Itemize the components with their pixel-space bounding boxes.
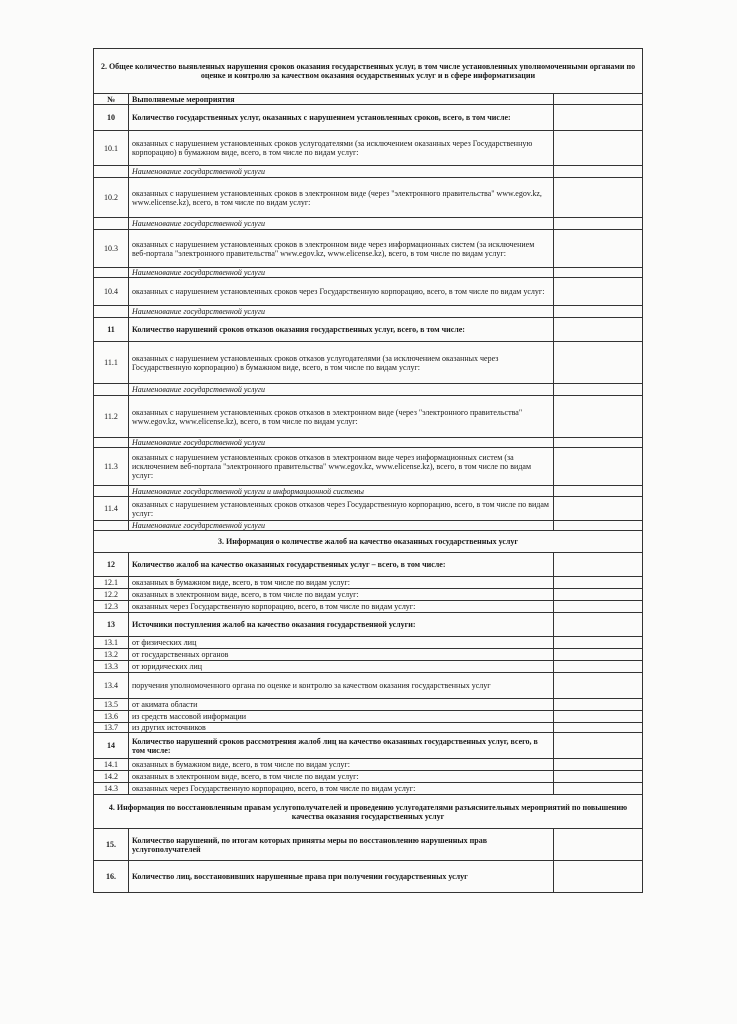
section-title: 2. Общее количество выявленных нарушения сроков оказания государственных услуг, в том числе установленных уполномоченными органами по оценке и контролю за качеством оказания осударственных услуг и в сфере информатизации <box>94 49 643 94</box>
value-cell <box>554 673 643 699</box>
section-header-row <box>94 531 643 553</box>
row-number: 10.2 <box>94 178 129 218</box>
value-cell <box>554 759 643 771</box>
value-cell <box>554 723 643 733</box>
row-description: Количество государственных услуг, оказанных с нарушением установленных сроков, всего, в том числе: <box>129 105 554 131</box>
row-description: оказанных с нарушением установленных сроков через Государственную корпорацию, всего, в том числе по видам услуг: <box>129 278 554 306</box>
row-number: № <box>94 94 129 105</box>
value-cell <box>554 131 643 166</box>
row-description: оказанных с нарушением установленных сроков отказов в электронном виде через информационных систем (за исключением веб-портала "электронного правительства" www.egov.kz, www.elicense.kz), всего, в том числе по видам услуг: <box>129 448 554 486</box>
service-name-placeholder: Наименование государственной услуги <box>129 268 554 278</box>
value-cell <box>554 699 643 711</box>
value-cell <box>554 230 643 268</box>
row-number: 15. <box>94 829 129 861</box>
table-row <box>94 759 643 771</box>
row-description: оказанных с нарушением установленных сроков отказов в электронном виде (через "электронного правительства" www.egov.kz, www.elicense.kz), всего, в том числе по видам услуг: <box>129 396 554 438</box>
row-description: оказанных с нарушением установленных сроков отказов услугодателями (за исключением оказанных через Государственную корпорацию) в бумажном виде, всего, в том числе по видам услуг: <box>129 342 554 384</box>
table-row <box>94 318 643 342</box>
table-row <box>94 711 643 723</box>
row-description: из средств массовой информации <box>129 711 554 723</box>
table-row <box>94 342 643 384</box>
table-row <box>94 306 643 318</box>
row-number: 14.2 <box>94 771 129 783</box>
table-row <box>94 178 643 218</box>
row-number <box>94 384 129 396</box>
value-cell <box>554 105 643 131</box>
table-row <box>94 613 643 637</box>
table-row <box>94 733 643 759</box>
table-row <box>94 230 643 268</box>
row-number: 11.2 <box>94 396 129 438</box>
row-number: 14 <box>94 733 129 759</box>
table-row <box>94 589 643 601</box>
table-row <box>94 218 643 230</box>
row-description: оказанных с нарушением установленных сроков в электронном виде через информационных систем (за исключением веб-портала "электронного правительства" www.egov.kz, www.elicense.kz), всего, в том числе по видам услуг: <box>129 230 554 268</box>
section-header-row <box>94 49 643 94</box>
table-row <box>94 438 643 448</box>
value-cell <box>554 553 643 577</box>
row-number: 14.3 <box>94 783 129 795</box>
row-description: Количество нарушений сроков рассмотрения жалоб лиц на качество оказанных государственных услуг, всего, в том числе: <box>129 733 554 759</box>
row-number: 10.3 <box>94 230 129 268</box>
row-number: 10 <box>94 105 129 131</box>
row-description: Выполняемые мероприятия <box>129 94 554 105</box>
table-row <box>94 673 643 699</box>
table-row <box>94 268 643 278</box>
table-row <box>94 771 643 783</box>
table-row <box>94 783 643 795</box>
row-number: 11.4 <box>94 497 129 521</box>
value-cell <box>554 861 643 893</box>
row-description: Количество нарушений сроков отказов оказания государственных услуг, всего, в том числе: <box>129 318 554 342</box>
row-description: оказанных в бумажном виде, всего, в том числе по видам услуг: <box>129 759 554 771</box>
value-cell <box>554 438 643 448</box>
table-row <box>94 166 643 178</box>
value-cell <box>554 637 643 649</box>
value-cell <box>554 577 643 589</box>
table-row <box>94 497 643 521</box>
table-row <box>94 396 643 438</box>
service-name-placeholder: Наименование государственной услуги <box>129 521 554 531</box>
row-description: оказанных через Государственную корпорацию, всего, в том числе по видам услуг: <box>129 783 554 795</box>
section-title: 4. Информация по восстановленным правам услугополучателей и проведению услугодателями разъяснительных мероприятий по повышению качества оказания государственных услуг <box>94 795 643 829</box>
value-cell <box>554 589 643 601</box>
value-cell <box>554 218 643 230</box>
row-number: 16. <box>94 861 129 893</box>
report-table <box>93 48 643 893</box>
table-row <box>94 861 643 893</box>
value-cell <box>554 342 643 384</box>
table-row <box>94 131 643 166</box>
row-description: оказанных с нарушением установленных сроков отказов через Государственную корпорацию, всего, в том числе по видам услуг: <box>129 497 554 521</box>
row-description: от акимата области <box>129 699 554 711</box>
table-row <box>94 384 643 396</box>
row-number <box>94 166 129 178</box>
row-number: 13.6 <box>94 711 129 723</box>
row-description: оказанных в электронном виде, всего, в том числе по видам услуг: <box>129 771 554 783</box>
value-cell <box>554 521 643 531</box>
row-description: от юридических лиц <box>129 661 554 673</box>
table-row <box>94 278 643 306</box>
value-cell <box>554 384 643 396</box>
service-name-placeholder: Наименование государственной услуги <box>129 306 554 318</box>
value-cell <box>554 649 643 661</box>
value-cell <box>554 661 643 673</box>
value-cell <box>554 771 643 783</box>
section-header-row <box>94 795 643 829</box>
row-number: 12 <box>94 553 129 577</box>
service-name-placeholder: Наименование государственной услуги <box>129 218 554 230</box>
row-number: 13.3 <box>94 661 129 673</box>
row-number: 13 <box>94 613 129 637</box>
value-cell <box>554 497 643 521</box>
row-number: 14.1 <box>94 759 129 771</box>
table-row <box>94 661 643 673</box>
row-number: 12.3 <box>94 601 129 613</box>
table-row <box>94 486 643 497</box>
table-row <box>94 637 643 649</box>
row-description: оказанных через Государственную корпорацию, всего, в том числе по видам услуг: <box>129 601 554 613</box>
report-table-body <box>94 49 643 893</box>
service-name-placeholder: Наименование государственной услуги <box>129 166 554 178</box>
value-cell <box>554 613 643 637</box>
table-row <box>94 829 643 861</box>
row-number: 11 <box>94 318 129 342</box>
row-number: 13.7 <box>94 723 129 733</box>
row-number: 10.1 <box>94 131 129 166</box>
row-description: оказанных в электронном виде, всего, в том числе по видам услуг: <box>129 589 554 601</box>
row-number: 12.1 <box>94 577 129 589</box>
row-description: от государственных органов <box>129 649 554 661</box>
row-number: 12.2 <box>94 589 129 601</box>
value-cell <box>554 306 643 318</box>
row-number: 11.1 <box>94 342 129 384</box>
service-name-placeholder: Наименование государственной услуги <box>129 438 554 448</box>
row-number: 11.3 <box>94 448 129 486</box>
value-cell <box>554 486 643 497</box>
row-description: оказанных с нарушением установленных сроков в электронном виде (через "электронного правительства" www.egov.kz, www.elicense.kz), всего, в том числе по видам услуг: <box>129 178 554 218</box>
row-description: поручения уполномоченного органа по оценке и контролю за качеством оказания государственных услуг <box>129 673 554 699</box>
row-number <box>94 521 129 531</box>
table-row <box>94 723 643 733</box>
table-row <box>94 699 643 711</box>
row-description: из других источников <box>129 723 554 733</box>
value-cell <box>554 178 643 218</box>
table-row <box>94 553 643 577</box>
value-cell <box>554 268 643 278</box>
row-number <box>94 268 129 278</box>
row-description: от физических лиц <box>129 637 554 649</box>
row-description: оказанных с нарушением установленных сроков услугодателями (за исключением оказанных через Государственную корпорацию) в бумажном виде, всего, в том числе по видам услуг: <box>129 131 554 166</box>
row-description: Источники поступления жалоб на качество оказания государственной услуги: <box>129 613 554 637</box>
row-number: 13.4 <box>94 673 129 699</box>
service-name-placeholder: Наименование государственной услуги <box>129 384 554 396</box>
row-description: Количество лиц, восстановивших нарушенные права при получении государственных услуг <box>129 861 554 893</box>
value-cell <box>554 278 643 306</box>
value-cell <box>554 318 643 342</box>
row-number: 13.5 <box>94 699 129 711</box>
table-row <box>94 601 643 613</box>
value-cell <box>554 448 643 486</box>
value-cell <box>554 711 643 723</box>
row-number: 10.4 <box>94 278 129 306</box>
column-header-row <box>94 94 643 105</box>
value-cell <box>554 829 643 861</box>
row-number <box>94 438 129 448</box>
row-number <box>94 218 129 230</box>
value-cell <box>554 783 643 795</box>
service-name-placeholder: Наименование государственной услуги и информационной системы <box>129 486 554 497</box>
row-number <box>94 306 129 318</box>
value-cell <box>554 94 643 105</box>
value-cell <box>554 733 643 759</box>
table-row <box>94 105 643 131</box>
row-number: 13.1 <box>94 637 129 649</box>
row-description: Количество нарушений, по итогам которых приняты меры по восстановлению нарушенных прав услугополучателей <box>129 829 554 861</box>
table-row <box>94 577 643 589</box>
value-cell <box>554 166 643 178</box>
row-number <box>94 486 129 497</box>
row-number: 13.2 <box>94 649 129 661</box>
table-row <box>94 521 643 531</box>
table-row <box>94 448 643 486</box>
value-cell <box>554 396 643 438</box>
section-title: 3. Информация о количестве жалоб на качество оказанных государственных услуг <box>94 531 643 553</box>
value-cell <box>554 601 643 613</box>
row-description: Количество жалоб на качество оказанных государственных услуг – всего, в том числе: <box>129 553 554 577</box>
table-row <box>94 649 643 661</box>
row-description: оказанных в бумажном виде, всего, в том числе по видам услуг: <box>129 577 554 589</box>
